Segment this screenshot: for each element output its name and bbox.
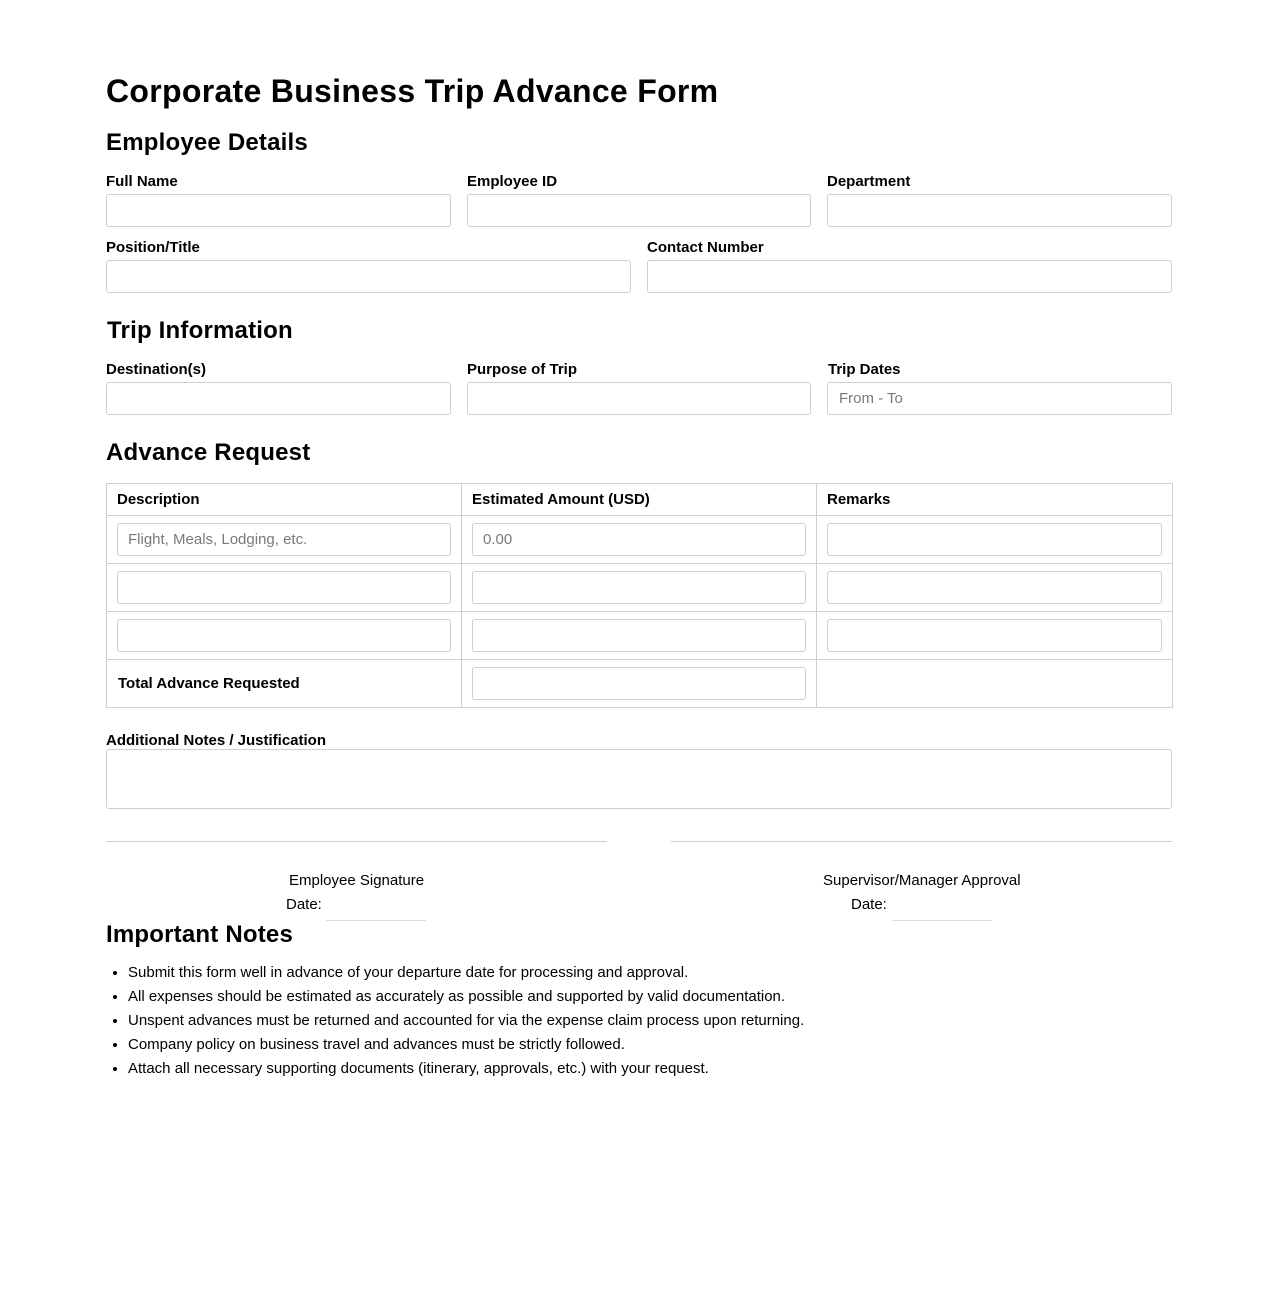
description-input[interactable] (117, 523, 451, 556)
purpose-input[interactable] (467, 382, 811, 415)
department-input[interactable] (827, 194, 1172, 227)
table-row (107, 564, 1173, 612)
full-name-label: Full Name (106, 173, 178, 190)
column-header-description: Description (107, 484, 462, 516)
page-title: Corporate Business Trip Advance Form (106, 73, 719, 109)
list-item: • Unspent advances must be returned and accounted for via the expense claim process upon returning. (128, 1009, 804, 1033)
supervisor-date-label: Date: (851, 896, 887, 913)
employee-date-line[interactable] (326, 920, 426, 921)
supervisor-date-line[interactable] (892, 920, 992, 921)
additional-notes-label: Additional Notes / Justification (106, 732, 327, 749)
department-label: Department (827, 173, 911, 190)
employee-id-label: Employee ID (467, 173, 558, 190)
employee-signature-caption: Employee Signature (289, 872, 425, 889)
description-input[interactable] (117, 619, 451, 652)
list-item: • Submit this form well in advance of your departure date for processing and approval. (128, 961, 804, 985)
supervisor-signature-line[interactable] (671, 841, 1172, 842)
important-notes-heading: Important Notes (106, 921, 294, 948)
column-header-amount: Estimated Amount (USD) (462, 484, 817, 516)
remarks-input[interactable] (827, 571, 1162, 604)
employee-date-label: Date: (286, 896, 322, 913)
destination-label: Destination(s) (106, 361, 207, 378)
amount-input[interactable] (472, 571, 806, 604)
full-name-input[interactable] (106, 194, 451, 227)
contact-number-label: Contact Number (647, 239, 764, 256)
table-row (107, 516, 1173, 564)
additional-notes-textarea[interactable] (106, 749, 1172, 809)
list-item: • All expenses should be estimated as accurately as possible and supported by valid documentation. (128, 985, 804, 1009)
total-row (107, 660, 1173, 708)
important-notes-list (106, 961, 804, 1081)
description-input[interactable] (117, 571, 451, 604)
list-item: • Attach all necessary supporting documents (itinerary, approvals, etc.) with your request. (128, 1057, 804, 1081)
list-item: • Company policy on business travel and advances must be strictly followed. (128, 1033, 804, 1057)
column-header-remarks: Remarks (817, 484, 1173, 516)
advance-request-heading: Advance Request (106, 439, 311, 466)
trip-dates-input[interactable] (827, 382, 1172, 415)
total-empty-cell (817, 660, 1173, 708)
total-advance-label: Total Advance Requested (118, 674, 300, 692)
position-input[interactable] (106, 260, 631, 293)
amount-input[interactable] (472, 523, 806, 556)
trip-information-heading: Trip Information (107, 317, 293, 344)
table-row (107, 612, 1173, 660)
purpose-label: Purpose of Trip (467, 361, 578, 378)
position-label: Position/Title (106, 239, 200, 256)
remarks-input[interactable] (827, 523, 1162, 556)
advance-request-table (106, 483, 1173, 708)
amount-input[interactable] (472, 619, 806, 652)
trip-dates-label: Trip Dates (828, 361, 901, 378)
supervisor-approval-caption: Supervisor/Manager Approval (823, 872, 1021, 889)
employee-id-input[interactable] (467, 194, 811, 227)
total-amount-input[interactable] (472, 667, 806, 700)
table-header-row (107, 484, 1173, 516)
employee-details-heading: Employee Details (106, 129, 308, 156)
employee-signature-line[interactable] (106, 841, 607, 842)
contact-number-input[interactable] (647, 260, 1172, 293)
destination-input[interactable] (106, 382, 451, 415)
remarks-input[interactable] (827, 619, 1162, 652)
